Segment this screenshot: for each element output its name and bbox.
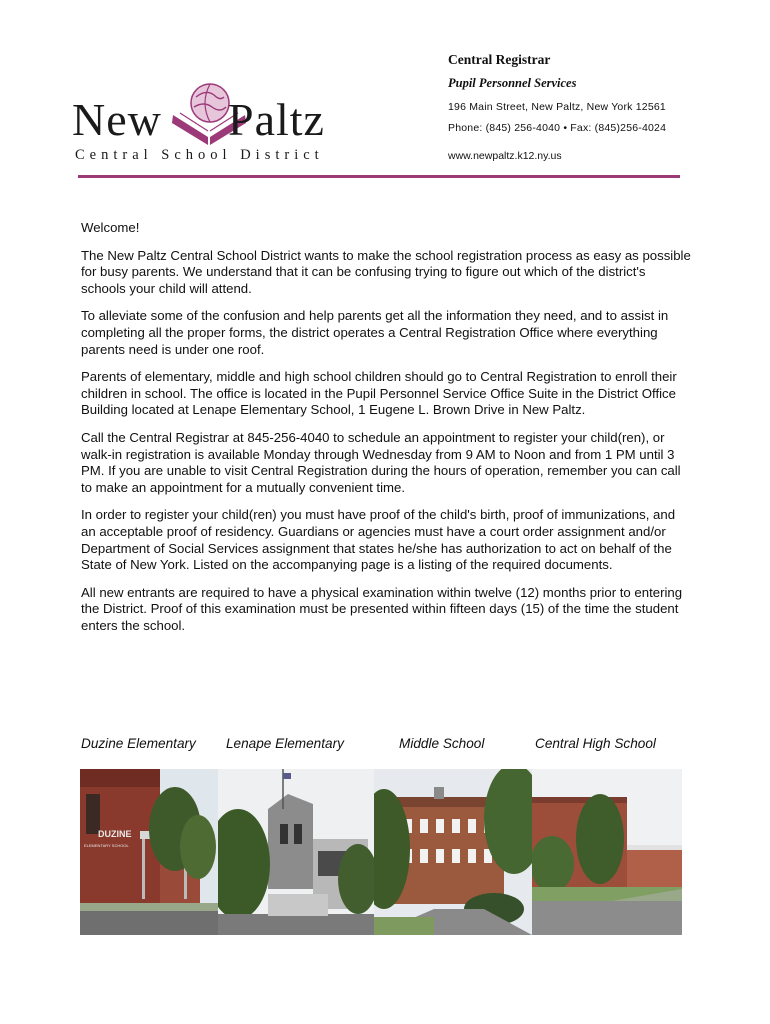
paragraph-intro: The New Paltz Central School District wants to make the school registration process as easy as possible for busy parents. We understand that it can be confusing trying to figure out which of the district's schools your child will attend. — [81, 247, 691, 296]
caption-lenape: Lenape Elementary — [226, 736, 344, 751]
logo-subtitle: Central School District — [75, 147, 324, 163]
caption-middle: Middle School — [399, 736, 485, 751]
caption-duzine: Duzine Elementary — [81, 736, 196, 751]
caption-high: Central High School — [535, 736, 656, 751]
logo-word-paltz: Paltz — [228, 94, 325, 145]
logo-word-new: New — [72, 94, 162, 145]
phone-fax-line: Phone: (845) 256-4040 • Fax: (845)256-4024 — [448, 122, 667, 134]
paragraph-requirements: In order to register your child(ren) you must have proof of the child's birth, proof of immunizations, and an acceptable proof of residency. Guardians or agencies must have a court order assignment and/or Department of Social Services assignment that states he/she has authorization to act on behalf of the State of New York. Listed on the accompanying page is a listing of the required documents. — [81, 507, 676, 573]
photo-middle-school — [374, 769, 532, 935]
sign-duzine: DUZINE — [98, 829, 132, 839]
photo-high-school — [532, 769, 682, 935]
photo-lenape — [218, 769, 374, 935]
district-logo — [70, 75, 355, 170]
department-name: Pupil Personnel Services — [448, 76, 577, 90]
paragraph-location: Parents of elementary, middle and high school children should go to Central Registration to enroll their children in school. The office is located in the Pupil Personnel Service Office Suite in the District Office Building located at Lenape Elementary School, 1 Eugene L. Brown Drive in New Paltz. — [81, 369, 677, 418]
registrar-contact-block — [448, 52, 666, 162]
paragraph-physical: All new entrants are required to have a physical examination within twelve (12) months prior to entering the District. Proof of this examination must be presented within fifteen days (15) of the time the student enters the school. — [81, 584, 683, 633]
sign-duzine-sub: ELEMENTARY SCHOOL — [84, 843, 129, 848]
welcome-heading: Welcome! — [81, 220, 140, 235]
website-link[interactable]: www.newpaltz.k12.ny.us — [448, 150, 562, 162]
paragraph-hours: Call the Central Registrar at 845-256-4040 to schedule an appointment to register your child(ren), or walk-in registration is available Monday through Wednesday from 9 AM to Noon and from 1 PM until 3 PM. If you are unable to visit Central Registration during the hours of operation, remember you can call to make an appointment for a mutually convenient time. — [81, 429, 681, 495]
header-divider — [78, 175, 680, 178]
paragraph-office: To alleviate some of the confusion and help parents get all the information they need, and to assist in completing all the proper forms, the district operates a Central Registration Office where everything parents need is under one roof. — [81, 308, 669, 357]
school-photos — [80, 769, 682, 935]
letter-body — [81, 220, 693, 645]
address-line: 196 Main Street, New Paltz, New York 12561 — [448, 101, 666, 113]
photo-duzine — [80, 769, 218, 935]
registrar-title: Central Registrar — [448, 52, 551, 67]
